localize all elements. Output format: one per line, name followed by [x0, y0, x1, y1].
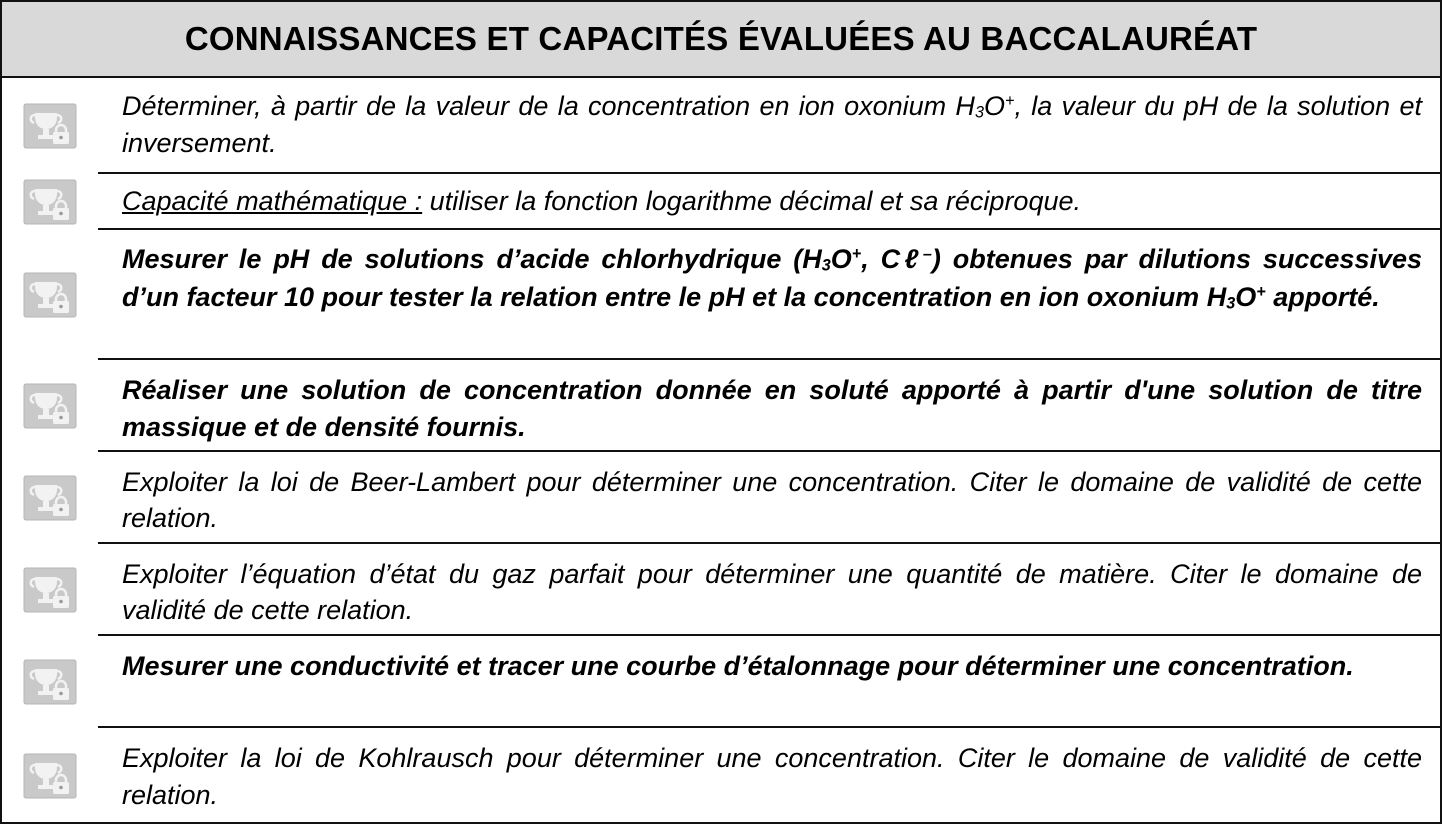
skill-text: Capacité mathématique : utiliser la fonction logarithme décimal et sa réciproque.	[122, 186, 1081, 216]
table-row	[0, 78, 1442, 174]
trophy-lock-icon	[22, 452, 78, 544]
trophy-lock-icon	[22, 78, 78, 174]
skill-prefix: Capacité mathématique :	[122, 186, 423, 216]
table-header	[0, 0, 1442, 78]
table-row	[0, 452, 1442, 544]
table-row	[0, 230, 1442, 360]
page-title: CONNAISSANCES ET CAPACITÉS ÉVALUÉES AU BACCALAURÉAT	[184, 20, 1258, 57]
trophy-lock-icon	[22, 360, 78, 452]
trophy-lock-icon	[22, 174, 78, 230]
skill-text: Mesurer le pH de solutions d’acide chlorhydrique ($H_3O^+$, Cℓ–) obtenues par dilutions successives d’un facteur 10 pour tester la relation entre le pH et la concentration en ion oxonium $H_3O^+$ apporté.	[122, 244, 1423, 313]
skill-text: Réaliser une solution de concentration donnée en soluté apporté à partir d'une solution de titre massique et de densité fournis.	[122, 375, 1422, 442]
skill-text: Exploiter la loi de Beer-Lambert pour déterminer une concentration. Citer le domaine de validité de cette relation.	[122, 467, 1422, 533]
trophy-lock-icon	[22, 636, 78, 728]
table-row	[0, 360, 1442, 452]
skill-text: Déterminer, à partir de la valeur de la concentration en ion oxonium $H_3O^+$, la valeur du pH de la solution et inversement.	[122, 91, 1422, 158]
skill-text: Exploiter la loi de Kohlrausch pour déterminer une concentration. Citer le domaine de validité de cette relation.	[122, 743, 1422, 810]
skill-text: Mesurer une conductivité et tracer une courbe d’étalonnage pour déterminer une concentration.	[122, 651, 1354, 681]
trophy-lock-icon	[22, 728, 78, 824]
trophy-lock-icon	[22, 230, 78, 360]
table-row	[0, 174, 1442, 230]
table-row	[0, 728, 1442, 824]
table-row	[0, 636, 1442, 728]
trophy-lock-icon	[22, 544, 78, 636]
skill-text: Exploiter l’équation d’état du gaz parfait pour déterminer une quantité de matière. Citer le domaine de validité de cette relation.	[122, 559, 1422, 625]
table-row	[0, 544, 1442, 636]
